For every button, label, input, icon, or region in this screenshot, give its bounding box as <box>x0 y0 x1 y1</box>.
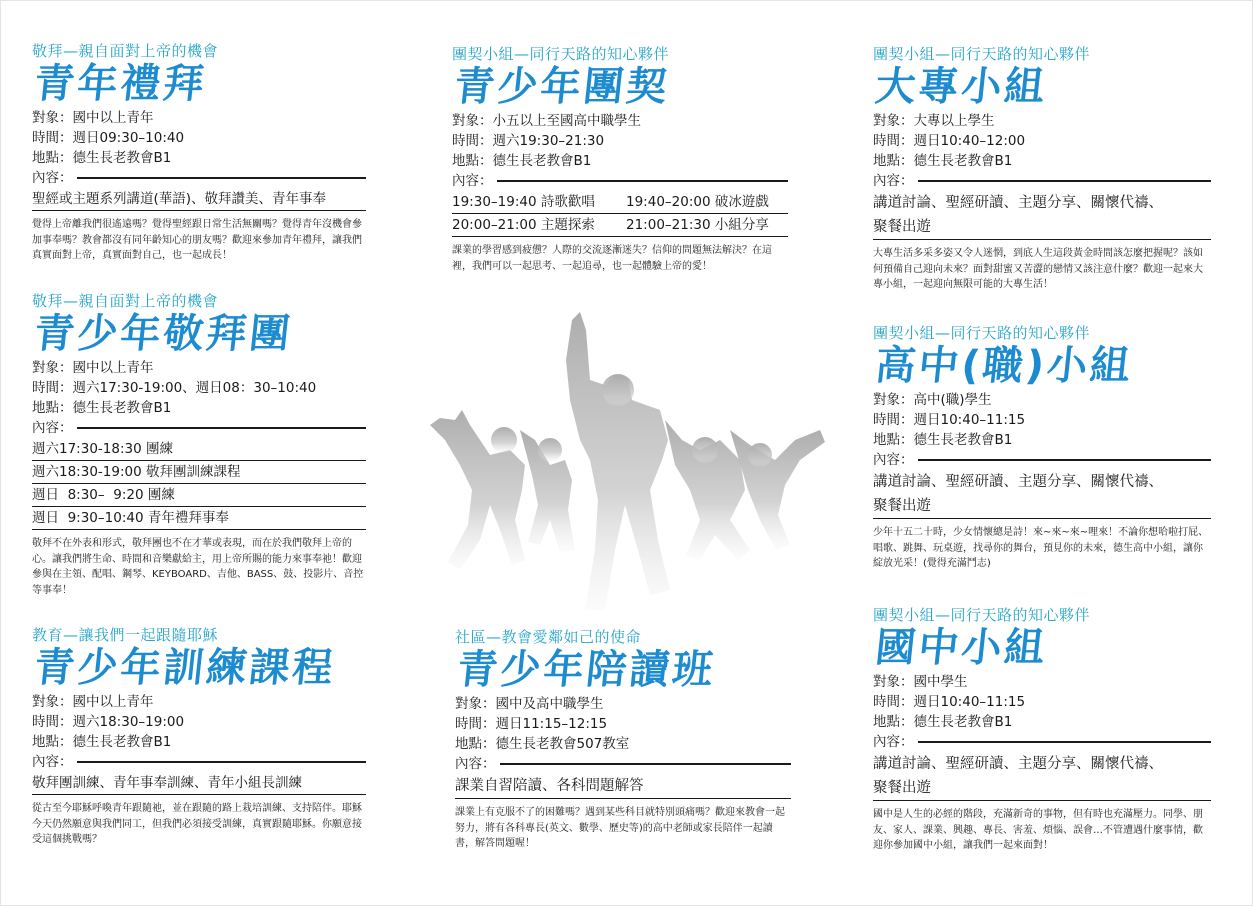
section-college <box>873 45 1211 293</box>
section-fellowship <box>452 45 788 274</box>
target-value: 國中學生 <box>913 674 968 690</box>
place-label: 地點： <box>873 153 914 169</box>
content-header <box>455 754 791 774</box>
time-line <box>455 714 791 734</box>
place-line <box>32 398 366 418</box>
section-title: 青年禮拜 <box>32 61 209 107</box>
time-value: 週六18:30–19:00 <box>72 714 185 730</box>
content-header <box>32 168 366 188</box>
time-label: 時間： <box>32 380 73 396</box>
content-rule <box>77 177 367 179</box>
place-line <box>32 732 366 752</box>
content-item: 週六18:30-19:00 敬拜團訓練課程 <box>32 461 366 484</box>
place-value: 德生長老教會507教室 <box>495 736 630 752</box>
time-label: 時間： <box>32 130 73 146</box>
place-label: 地點： <box>32 734 73 750</box>
section-subtitle: 社區—教會愛鄰如己的使命 <box>455 628 642 646</box>
target-line <box>873 111 1211 131</box>
place-line <box>873 430 1211 450</box>
content-item: 週日 9:30–10:40 青年禮拜事奉 <box>32 507 366 530</box>
time-label: 時間： <box>452 133 493 149</box>
target-line <box>873 672 1211 692</box>
time-value: 週日10:40–12:00 <box>913 133 1026 149</box>
content-label: 內容： <box>873 173 914 189</box>
content-label: 內容： <box>32 170 73 186</box>
place-line <box>873 712 1211 732</box>
section-description: 課業上有克服不了的困難嗎？遇到某些科目就特別頭痛嗎？歡迎來教會一起努力，將有各科專長(英文、數學、歷史等)的高中老師或家長陪伴一起讀書，解答問題喔！ <box>455 807 785 849</box>
target-label: 對象： <box>873 392 914 408</box>
target-value: 小五以上至國高中職學生 <box>492 113 641 129</box>
place-label: 地點： <box>873 432 914 448</box>
schedule-row <box>452 191 788 214</box>
section-title: 青少年陪讀班 <box>455 647 718 693</box>
target-line <box>873 390 1211 410</box>
section-youth-worship <box>32 42 366 264</box>
content-item: 週六17:30-18:30 團練 <box>32 438 366 461</box>
section-description: 少年十五二十時，少女情懷總是詩！來~來~來~哩來！不論你想哈啦打屁、唱歌、跳舞、玩桌遊，找尋你的舞台，預見你的未來，德生高中小組，讓你綻放光采！(覺得充滿鬥志) <box>873 527 1209 569</box>
section-subtitle: 教育—讓我們一起跟隨耶穌 <box>32 626 219 644</box>
place-label: 地點： <box>455 736 496 752</box>
target-value: 大專以上學生 <box>913 113 995 129</box>
target-label: 對象： <box>873 113 914 129</box>
time-line <box>873 692 1211 712</box>
target-line <box>32 692 366 712</box>
time-line <box>873 410 1211 430</box>
place-line <box>873 151 1211 171</box>
content-label: 內容： <box>32 754 73 770</box>
content-item: 講道討論、聖經研讀、主題分享、關懷代禱、 <box>873 756 1163 772</box>
time-value: 週日09:30–10:40 <box>72 130 185 146</box>
section-description: 敬拜不在外表和形式，敬拜團也不在才華或表現，而在於我們敬拜上帝的心。讓我們將生命、時間和音樂獻給主，用上帝所賜的能力來事奉祂！歡迎參與在主領、配唱、鋼琴、KEYBOARD、吉他、BASS、鼓、投影片、音控等事奉！ <box>32 538 364 596</box>
content-rule <box>500 763 792 765</box>
place-line <box>455 734 791 754</box>
content-label: 內容： <box>873 734 914 750</box>
time-line <box>32 128 366 148</box>
target-value: 國中以上青年 <box>72 694 154 710</box>
section-highschool <box>873 324 1211 572</box>
content-header <box>873 732 1211 752</box>
content-header <box>32 752 366 772</box>
content-header <box>873 450 1211 470</box>
place-label: 地點： <box>452 153 493 169</box>
target-line <box>452 111 788 131</box>
content-label: 內容： <box>873 452 914 468</box>
target-line <box>32 358 366 378</box>
content-label: 內容： <box>452 173 493 189</box>
schedule-item: 21:00–21:30 小組分享 <box>626 217 769 233</box>
target-label: 對象： <box>873 674 914 690</box>
target-label: 對象： <box>452 113 493 129</box>
section-title: 大專小組 <box>873 64 1050 110</box>
content-item: 聚餐出遊 <box>873 215 1211 240</box>
target-value: 高中(職)學生 <box>913 392 992 408</box>
section-description: 課業的學習感到疲憊？人際的交流逐漸迷失？信仰的問題無法解決？在這裡，我們可以一起思考、一起追尋，也一起體驗上帝的愛！ <box>452 245 772 272</box>
time-label: 時間： <box>455 716 496 732</box>
target-line <box>32 108 366 128</box>
time-value: 週日10:40–11:15 <box>913 694 1026 710</box>
target-label: 對象： <box>32 694 73 710</box>
content-item: 週日 8:30– 9:20 團練 <box>32 484 366 507</box>
section-description: 國中是人生的必經的階段，充滿新奇的事物，但有時也充滿壓力。同學、朋友、家人、課業、興趣、專長、害羞、煩惱、誤會…不管遭遇什麼事情，歡迎你參加國中小組，讓我們一起來面對！ <box>873 809 1203 851</box>
section-title: 青少年團契 <box>452 64 672 110</box>
schedule-item: 19:40–20:00 破冰遊戲 <box>626 194 769 210</box>
place-line <box>452 151 788 171</box>
content-header <box>873 171 1211 191</box>
time-value: 週日11:15–12:15 <box>495 716 608 732</box>
time-value: 週日10:40–11:15 <box>913 412 1026 428</box>
section-subtitle: 敬拜—親自面對上帝的機會 <box>32 292 219 310</box>
place-label: 地點： <box>32 400 73 416</box>
time-line <box>32 712 366 732</box>
schedule-item: 20:00–21:00 主題探索 <box>452 217 595 233</box>
time-label: 時間： <box>873 133 914 149</box>
section-subtitle: 團契小組—同行天路的知心夥伴 <box>873 45 1091 63</box>
place-line <box>32 148 366 168</box>
section-description: 從古至今耶穌呼喚青年跟隨祂，並在跟隨的路上栽培訓練、支持陪伴。耶穌今天仍然願意與我們同工，但我們必須接受訓練，真實跟隨耶穌。你願意接受這個挑戰嗎？ <box>32 803 362 845</box>
section-subtitle: 團契小組—同行天路的知心夥伴 <box>873 606 1091 624</box>
content-item: 課業自習陪讀、各科問題解答 <box>455 774 791 799</box>
content-item: 聚餐出遊 <box>873 494 1211 519</box>
place-value: 德生長老教會B1 <box>913 153 1013 169</box>
target-label: 對象： <box>455 696 496 712</box>
time-label: 時間： <box>32 714 73 730</box>
section-training <box>32 626 366 848</box>
section-title: 高中(職)小組 <box>873 343 1136 389</box>
place-value: 德生長老教會B1 <box>72 150 172 166</box>
target-value: 國中以上青年 <box>72 110 154 126</box>
content-rule <box>918 180 1212 182</box>
section-subtitle: 團契小組—同行天路的知心夥伴 <box>873 324 1091 342</box>
place-label: 地點： <box>32 150 73 166</box>
place-value: 德生長老教會B1 <box>72 400 172 416</box>
content-item: 敬拜團訓練、青年事奉訓練、青年小組長訓練 <box>32 772 366 795</box>
place-value: 德生長老教會B1 <box>492 153 592 169</box>
content-label: 內容： <box>455 756 496 772</box>
time-line <box>452 131 788 151</box>
target-label: 對象： <box>32 110 73 126</box>
content-item: 聚餐出遊 <box>873 776 1211 801</box>
content-rule <box>918 459 1212 461</box>
time-line <box>873 131 1211 151</box>
content-header <box>32 418 366 438</box>
time-value: 週六19:30–21:30 <box>492 133 605 149</box>
target-value: 國中以上青年 <box>72 360 154 376</box>
content-rule <box>918 741 1212 743</box>
section-title: 國中小組 <box>873 625 1050 671</box>
time-line <box>32 378 366 398</box>
content-header <box>452 171 788 191</box>
section-title: 青少年敬拜團 <box>32 311 295 357</box>
target-line <box>455 694 791 714</box>
section-description: 大專生活多采多姿又令人迷惘，到底人生這段黃金時間該怎麼把握呢？該如何預備自己迎向未來？面對甜蜜又苦澀的戀情又該注意什麼？歡迎一起來大專小組，一起迎向無限可能的大專生活！ <box>873 248 1203 290</box>
content-rule <box>497 180 789 182</box>
content-item: 講道討論、聖經研讀、主題分享、關懷代禱、 <box>873 474 1163 490</box>
content-rule <box>77 761 367 763</box>
target-label: 對象： <box>32 360 73 376</box>
schedule-item: 19:30–19:40 詩歌歡唱 <box>452 194 595 210</box>
content-item: 聖經或主題系列講道(華語)、敬拜讚美、青年事奉 <box>32 188 366 211</box>
time-label: 時間： <box>873 694 914 710</box>
place-label: 地點： <box>873 714 914 730</box>
place-value: 德生長老教會B1 <box>913 714 1013 730</box>
section-juniorhigh <box>873 606 1211 854</box>
time-label: 時間： <box>873 412 914 428</box>
section-subtitle: 團契小組—同行天路的知心夥伴 <box>452 45 670 63</box>
section-description: 覺得上帝離我們很遙遠嗎？覺得聖經跟日常生活無關嗎？覺得青年沒機會參加事奉嗎？教會都沒有同年齡知心的朋友嗎？歡迎來參加青年禮拜，讓我們真實面對上帝，真實面對自己，也一起成長！ <box>32 219 362 261</box>
time-value: 週六17:30-19:00、週日08：30–10:40 <box>72 380 317 396</box>
jumping-youth-silhouette-image <box>400 290 860 630</box>
section-subtitle: 敬拜—親自面對上帝的機會 <box>32 42 219 60</box>
section-tutoring <box>455 628 791 852</box>
place-value: 德生長老教會B1 <box>72 734 172 750</box>
content-label: 內容： <box>32 420 73 436</box>
target-value: 國中及高中職學生 <box>495 696 604 712</box>
place-value: 德生長老教會B1 <box>913 432 1013 448</box>
section-title: 青少年訓練課程 <box>32 645 338 691</box>
schedule-row <box>452 214 788 237</box>
content-rule <box>77 427 367 429</box>
section-worship-team <box>32 292 366 598</box>
content-item: 講道討論、聖經研讀、主題分享、關懷代禱、 <box>873 195 1163 211</box>
